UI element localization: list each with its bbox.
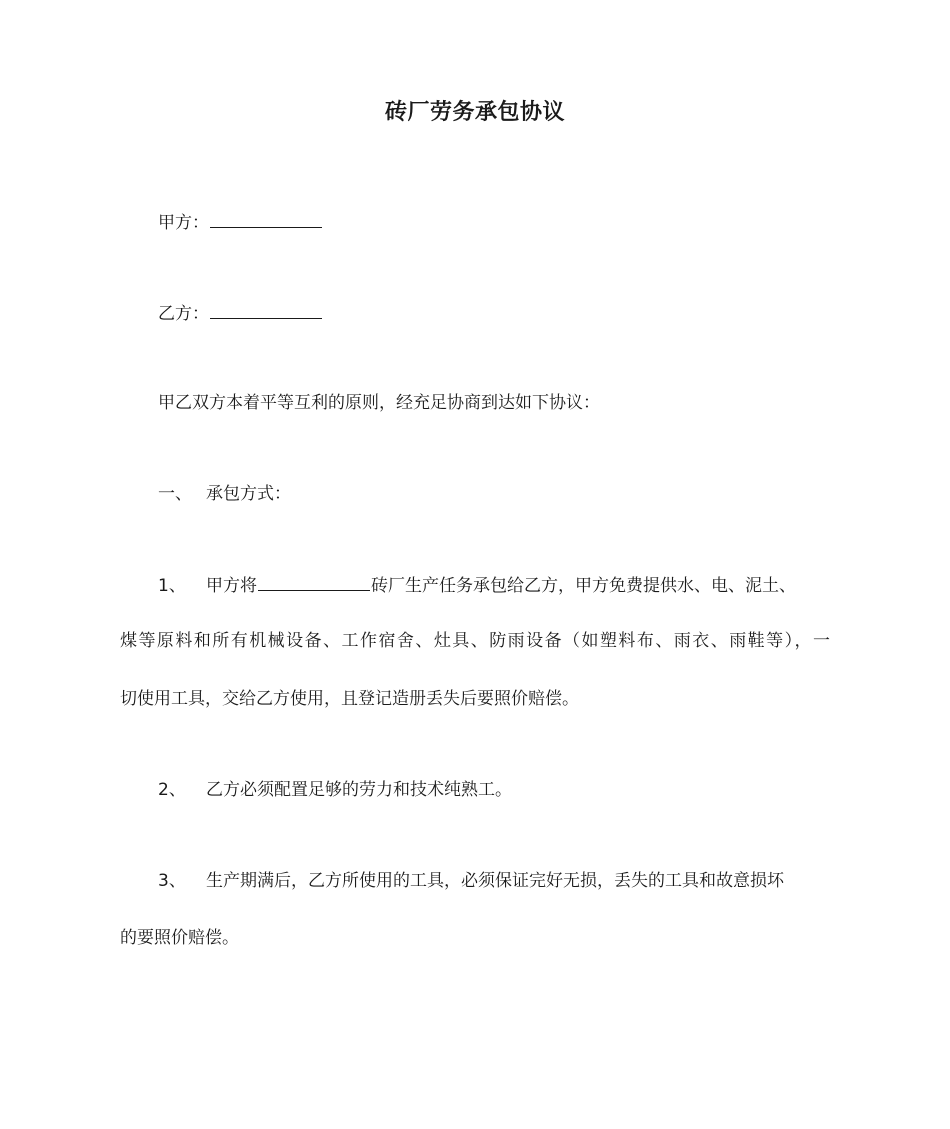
clause-3-text-1: 生产期满后，乙方所使用的工具，必须保证完好无损，丢失的工具和故意损坏	[206, 871, 784, 891]
clause-1-line-3: 切使用工具，交给乙方使用，且登记造册丢失后要照价赔偿。	[120, 689, 579, 709]
intro-paragraph: 甲乙双方本着平等互利的原则，经充足协商到达如下协议：	[158, 393, 600, 413]
clause-1-blank	[258, 572, 370, 591]
party-b-label: 乙方：	[158, 304, 209, 324]
party-a-line	[158, 209, 323, 235]
clause-1-number: 1、	[158, 576, 186, 596]
clause-1-part-2: 砖厂生产任务承包给乙方，甲方免费提供水、电、泥土、	[371, 576, 796, 596]
section-1-heading	[158, 482, 291, 506]
party-b-blank	[210, 300, 322, 319]
party-b-line	[158, 300, 323, 326]
clause-2-number: 2、	[158, 780, 186, 800]
party-a-label: 甲方：	[158, 213, 209, 233]
clause-2-line-1	[158, 778, 512, 802]
clause-3-line-1	[158, 869, 784, 893]
clause-2-text: 乙方必须配置足够的劳力和技术纯熟工。	[206, 780, 512, 800]
section-1-title: 承包方式：	[206, 484, 291, 504]
clause-3-line-2: 的要照价赔偿。	[120, 928, 239, 948]
clause-1-line-2: 煤等原料和所有机械设备、工作宿舍、灶具、防雨设备（如塑料布、雨衣、雨鞋等），一	[120, 631, 830, 651]
party-a-blank	[210, 209, 322, 228]
section-1-number: 一、	[158, 484, 192, 504]
clause-1-part-1: 甲方将	[206, 576, 257, 596]
document-title: 砖厂劳务承包协议	[384, 100, 565, 125]
clause-1-line-1	[158, 572, 796, 598]
clause-3-number: 3、	[158, 871, 186, 891]
